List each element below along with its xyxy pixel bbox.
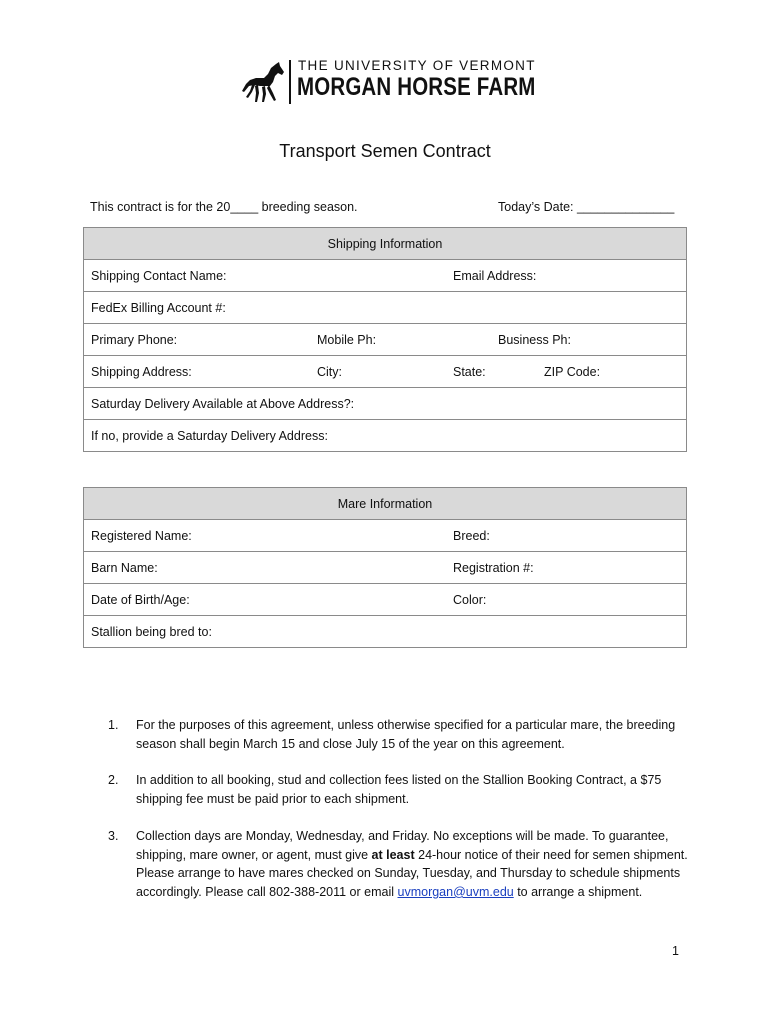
date-of-birth-label: Date of Birth/Age: — [91, 592, 190, 607]
list-item — [108, 771, 688, 808]
logo-farm-name: MORGAN HORSE FARM — [297, 73, 536, 101]
registered-name-label: Registered Name: — [91, 528, 192, 543]
color-label: Color: — [453, 592, 487, 607]
term-text-part: to arrange a shipment. — [513, 884, 643, 899]
email-address-label: Email Address: — [453, 268, 537, 283]
zip-code-label: ZIP Code: — [544, 364, 601, 379]
page-number: 1 — [672, 944, 679, 958]
term-text: For the purposes of this agreement, unless otherwise specified for a particular mare, the breeding season shall begin March 15 and close July 15 of the year on this agreement. — [136, 718, 676, 751]
term-text-part: 24-hour notice of their need for semen shipment. Please arrange to have mares checked on Sunday, Tuesday, and Thursday to schedule shipments accordingly. Please call 802-388-2011 or email — [136, 847, 688, 899]
shipping-contact-name-label: Shipping Contact Name: — [91, 268, 227, 283]
address-row[interactable] — [84, 356, 687, 388]
phone-row[interactable] — [84, 324, 687, 356]
saturday-address-row[interactable] — [84, 420, 687, 452]
primary-phone-label: Primary Phone: — [91, 332, 178, 347]
registration-number-label: Registration #: — [453, 560, 534, 575]
business-phone-label: Business Ph: — [498, 332, 571, 347]
list-number: 1. — [108, 718, 119, 732]
shipping-information-heading: Shipping Information — [84, 228, 687, 260]
mare-information-table — [83, 487, 687, 648]
mare-information-heading: Mare Information — [84, 488, 687, 520]
dob-row[interactable] — [84, 584, 687, 616]
farm-logo — [240, 58, 540, 108]
logo-divider — [289, 60, 291, 104]
term-emphasis: at least — [371, 847, 415, 862]
shipping-address-label: Shipping Address: — [91, 364, 192, 379]
list-item — [108, 827, 688, 902]
state-label: State: — [453, 364, 486, 379]
terms-list — [108, 716, 688, 920]
saturday-delivery-row[interactable] — [84, 388, 687, 420]
breed-label: Breed: — [453, 528, 490, 543]
city-label: City: — [317, 364, 342, 379]
season-line: This contract is for the 20____ breeding season. — [90, 200, 358, 214]
stallion-row[interactable] — [84, 616, 687, 648]
fedex-account-label: FedEx Billing Account #: — [91, 300, 226, 315]
stallion-label: Stallion being bred to: — [91, 624, 212, 639]
email-link[interactable]: uvmorgan@uvm.edu — [397, 884, 514, 899]
document-title: Transport Semen Contract — [279, 141, 491, 161]
logo-university-name: THE UNIVERSITY OF VERMONT — [298, 58, 536, 73]
list-number: 3. — [108, 828, 119, 843]
term-text-part: Collection days are Monday, Wednesday, and Friday. No exceptions will be made. To guarantee, shipping, mare owner, or agent, must give — [136, 828, 669, 862]
barn-name-row[interactable] — [84, 552, 687, 584]
term-text: In addition to all booking, stud and collection fees listed on the Stallion Booking Contract, a $75 shipping fee must be paid prior to each shipment. — [136, 773, 662, 807]
term-text — [136, 829, 688, 899]
fedex-row[interactable] — [84, 292, 687, 324]
list-number: 2. — [108, 773, 119, 788]
registered-name-row[interactable] — [84, 520, 687, 552]
saturday-address-label: If no, provide a Saturday Delivery Address: — [91, 428, 328, 443]
shipping-information-table — [83, 227, 687, 452]
todays-date-field[interactable]: Today’s Date: ______________ — [498, 200, 675, 214]
horse-icon — [240, 60, 286, 106]
barn-name-label: Barn Name: — [91, 560, 158, 575]
mobile-phone-label: Mobile Ph: — [317, 332, 377, 347]
shipping-contact-row[interactable] — [84, 260, 687, 292]
saturday-delivery-label: Saturday Delivery Available at Above Address?: — [91, 396, 355, 411]
list-item — [108, 716, 688, 753]
